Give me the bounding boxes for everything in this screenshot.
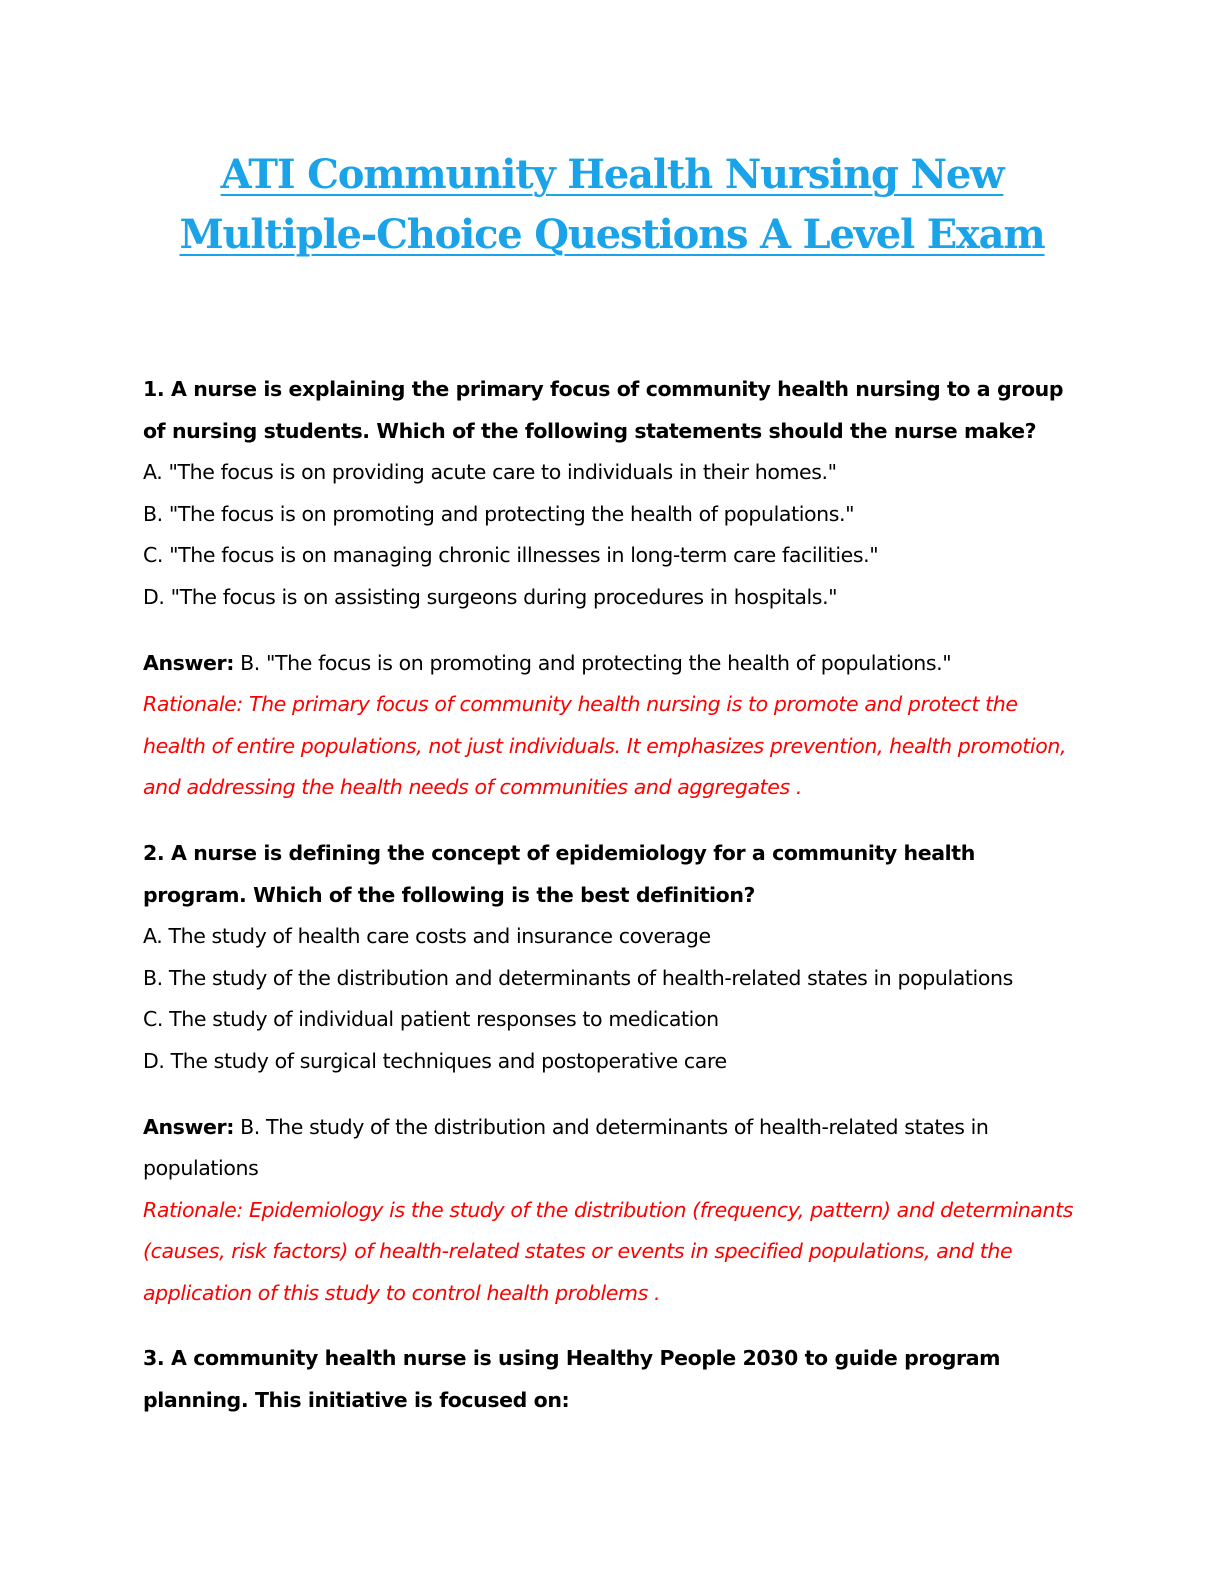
- rationale-text: Rationale: Epidemiology is the study of the distribution (frequency, pattern) and determinants (causes, risk factors) of health-related states or events in specified populations, and the application of this study to control health problems .: [143, 1197, 1073, 1305]
- answer-text: B. The study of the distribution and determinants of health-related states in populations: [143, 1114, 989, 1181]
- question-stem: 3. A community health nurse is using Healthy People 2030 to guide program planning. This initiative is focused on:: [143, 1346, 1001, 1413]
- rationale-text: Rationale: The primary focus of community health nursing is to promote and protect the health of entire populations, not just individuals. It emphasizes prevention, health promotion, and addressing the health needs of communities and aggregates .: [143, 692, 1067, 800]
- option-d: D. "The focus is on assisting surgeons during procedures in hospitals.": [143, 584, 838, 609]
- option-d: D. The study of surgical techniques and postoperative care: [143, 1048, 727, 1073]
- answer-label: Answer:: [143, 650, 235, 675]
- answer-line: [143, 1107, 1073, 1190]
- title-line-2: Multiple-Choice Questions A Level Exam: [179, 211, 1045, 258]
- option-a: A. "The focus is on providing acute care to individuals in their homes.": [143, 460, 837, 485]
- option-c: C. The study of individual patient responses to medication: [143, 1007, 719, 1032]
- option-c: C. "The focus is on managing chronic illnesses in long-term care facilities.": [143, 543, 879, 568]
- answer-label: Answer:: [143, 1114, 235, 1139]
- question-block-1: [143, 369, 1073, 809]
- answer-text: B. "The focus is on promoting and protecting the health of populations.": [234, 650, 952, 675]
- document-title: [60, 145, 1164, 265]
- question-block-2: [143, 833, 1073, 1315]
- answer-line: [143, 643, 1073, 685]
- option-b: B. The study of the distribution and determinants of health-related states in populations: [143, 965, 1013, 990]
- question-block-3: [143, 1338, 1073, 1421]
- title-line-1: ATI Community Health Nursing New: [220, 151, 1004, 198]
- question-stem: 1. A nurse is explaining the primary focus of community health nursing to a group of nursing students. Which of the following statements should the nurse make?: [143, 377, 1064, 443]
- questions-content: [143, 369, 1073, 1446]
- question-stem: 2. A nurse is defining the concept of epidemiology for a community health program. Which of the following is the best definition?: [143, 840, 975, 907]
- option-a: A. The study of health care costs and insurance coverage: [143, 924, 711, 949]
- option-b: B. "The focus is on promoting and protecting the health of populations.": [143, 501, 855, 526]
